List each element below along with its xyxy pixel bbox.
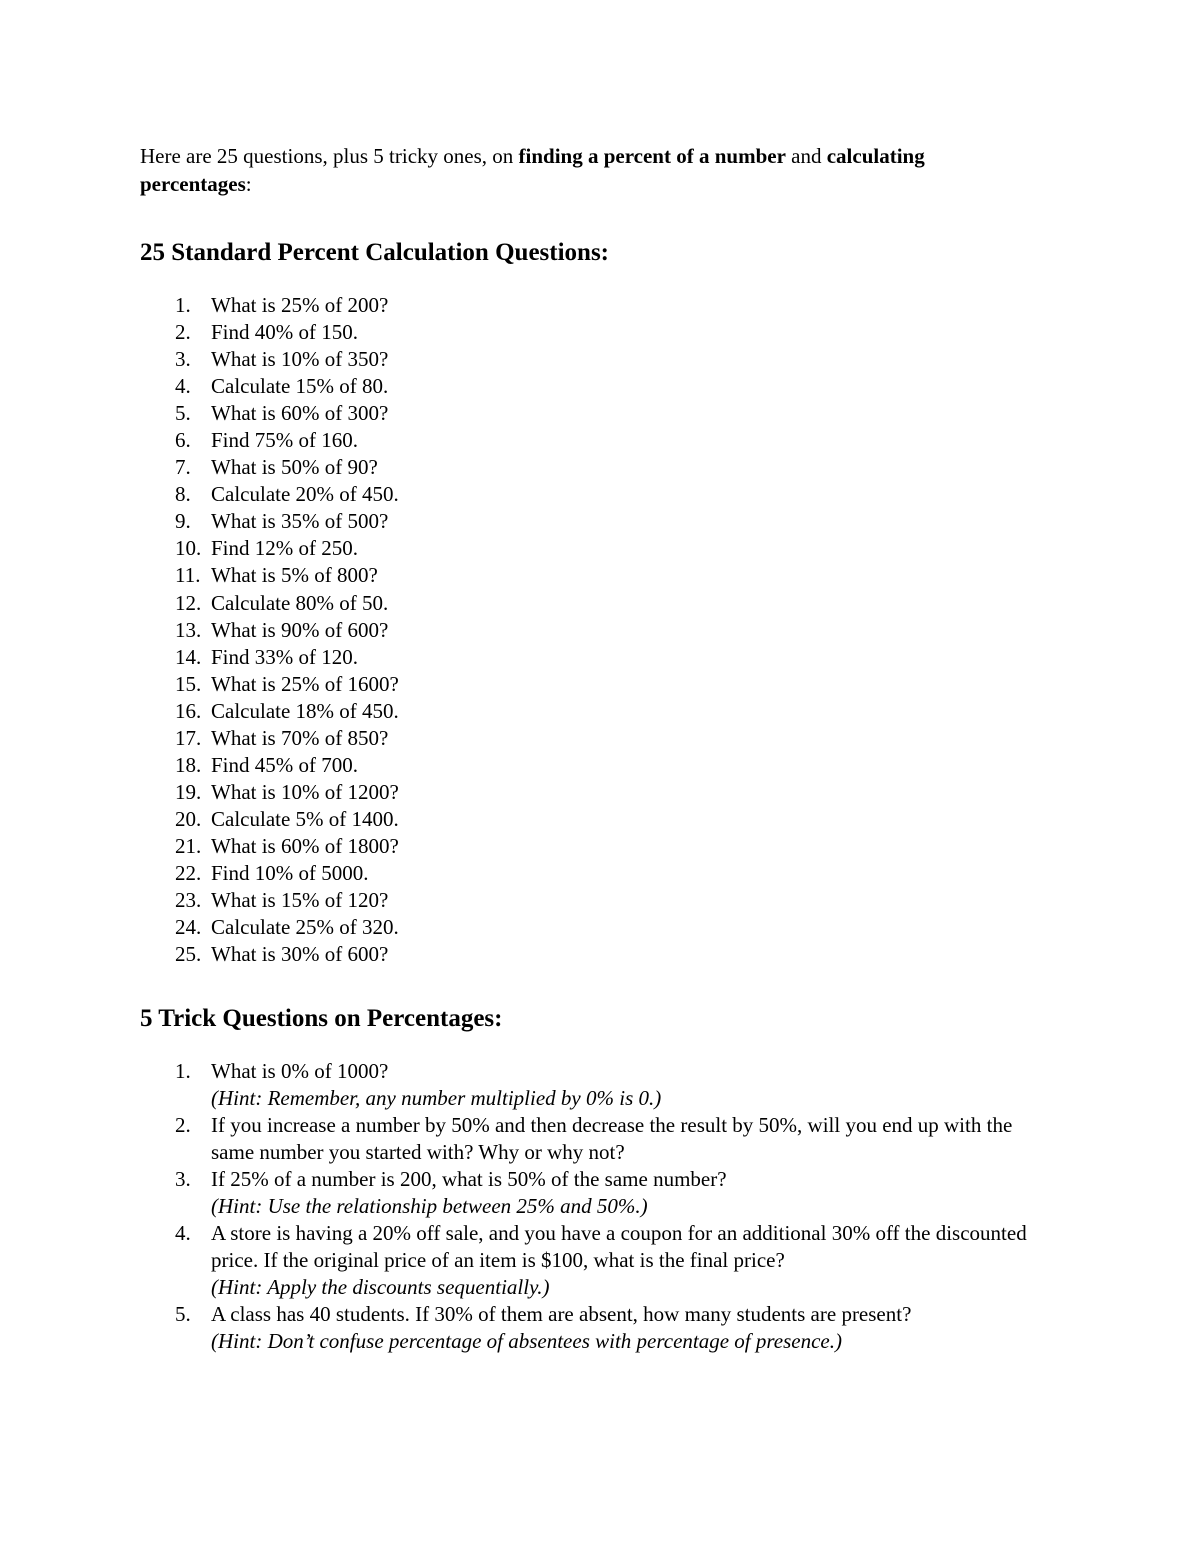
question-text: Find 75% of 160. (211, 428, 358, 453)
question-number: 21. (175, 833, 202, 858)
intro-bold-phrase: calculating percentages (140, 144, 925, 196)
question-text: What is 0% of 1000? (211, 1059, 389, 1084)
standard-question-item (140, 779, 1040, 806)
standard-question-item (140, 617, 1040, 644)
question-number: 2. (175, 320, 191, 345)
standard-question-item (140, 752, 1040, 779)
question-text: What is 5% of 800? (211, 563, 378, 588)
question-text: What is 35% of 500? (211, 509, 389, 534)
standard-questions-list (140, 292, 1040, 968)
question-number: 25. (175, 942, 202, 967)
standard-question-item (140, 941, 1040, 968)
question-number: 22. (175, 860, 202, 885)
intro-text: and (785, 144, 827, 168)
question-hint: (Hint: Remember, any number multiplied by 0% is 0.) (211, 1086, 662, 1111)
question-number: 12. (175, 590, 202, 615)
standard-question-item (140, 454, 1040, 481)
question-text: What is 15% of 120? (211, 888, 389, 913)
question-text: What is 25% of 200? (211, 293, 389, 317)
trick-question-item (140, 1220, 1040, 1301)
question-text: A store is having a 20% off sale, and you have a coupon for an additional 30% off the discounted price. If the original price of an item is $100, what is the final price? (211, 1221, 1027, 1273)
question-text: Find 10% of 5000. (211, 860, 369, 885)
standard-question-item (140, 373, 1040, 400)
question-text: Find 45% of 700. (211, 752, 358, 777)
question-text: What is 90% of 600? (211, 617, 389, 642)
trick-questions-list (140, 1058, 1040, 1355)
question-text: Find 33% of 120. (211, 644, 358, 669)
question-number: 20. (175, 806, 202, 831)
question-text: What is 50% of 90? (211, 455, 378, 480)
standard-question-item (140, 887, 1040, 914)
question-text: What is 60% of 300? (211, 401, 389, 426)
question-number: 15. (175, 671, 202, 696)
question-number: 23. (175, 888, 202, 913)
document-page (140, 142, 1040, 1355)
question-number: 1. (175, 1059, 191, 1084)
question-number: 7. (175, 455, 191, 480)
question-number: 18. (175, 752, 202, 777)
question-number: 3. (175, 1167, 191, 1192)
question-text: What is 60% of 1800? (211, 833, 399, 858)
intro-text: : (245, 172, 252, 196)
question-text: What is 10% of 1200? (211, 779, 399, 804)
standard-question-item (140, 562, 1040, 589)
question-text: Calculate 5% of 1400. (211, 806, 399, 831)
standard-question-item (140, 292, 1040, 319)
standard-question-item (140, 698, 1040, 725)
trick-question-item (140, 1112, 1040, 1166)
question-text: What is 30% of 600? (211, 942, 389, 967)
question-text: Find 12% of 250. (211, 536, 358, 561)
intro-paragraph (140, 142, 1040, 198)
question-number: 9. (175, 509, 191, 534)
trick-question-item (140, 1301, 1040, 1355)
question-hint: (Hint: Don’t confuse percentage of absentees with percentage of presence.) (211, 1329, 842, 1354)
question-number: 24. (175, 915, 202, 940)
question-number: 16. (175, 698, 202, 723)
question-number: 3. (175, 347, 191, 372)
trick-question-item (140, 1058, 1040, 1112)
question-number: 11. (175, 563, 201, 588)
standard-question-item (140, 914, 1040, 941)
question-text: If you increase a number by 50% and then decrease the result by 50%, will you end up with the same number you started with? Why or why not? (211, 1113, 1013, 1165)
standard-question-item (140, 725, 1040, 752)
question-number: 4. (175, 374, 191, 399)
standard-question-item (140, 833, 1040, 860)
question-number: 14. (175, 644, 202, 669)
question-number: 6. (175, 428, 191, 453)
question-text: Calculate 15% of 80. (211, 374, 389, 399)
question-text: What is 25% of 1600? (211, 671, 399, 696)
question-number: 13. (175, 617, 202, 642)
question-text: What is 10% of 350? (211, 347, 389, 372)
question-number: 8. (175, 482, 191, 507)
standard-question-item (140, 400, 1040, 427)
standard-question-item (140, 508, 1040, 535)
standard-question-item (140, 346, 1040, 373)
question-hint: (Hint: Use the relationship between 25% and 50%.) (211, 1194, 648, 1219)
question-text: A class has 40 students. If 30% of them are absent, how many students are present? (211, 1302, 912, 1327)
standard-questions-heading: 25 Standard Percent Calculation Questions: (140, 239, 609, 266)
intro-bold-phrase: finding a percent of a number (518, 144, 786, 168)
question-text: Calculate 80% of 50. (211, 590, 389, 615)
question-number: 1. (175, 293, 191, 317)
question-text: What is 70% of 850? (211, 725, 389, 750)
question-text: Find 40% of 150. (211, 320, 358, 345)
question-number: 17. (175, 725, 202, 750)
question-text: Calculate 20% of 450. (211, 482, 399, 507)
question-text: Calculate 18% of 450. (211, 698, 399, 723)
question-number: 10. (175, 536, 202, 561)
standard-question-item (140, 806, 1040, 833)
standard-question-item (140, 427, 1040, 454)
question-number: 19. (175, 779, 202, 804)
question-number: 4. (175, 1221, 191, 1246)
trick-questions-heading: 5 Trick Questions on Percentages: (140, 1005, 503, 1033)
question-number: 2. (175, 1113, 191, 1138)
question-number: 5. (175, 401, 191, 426)
question-number: 5. (175, 1302, 191, 1327)
intro-text: Here are 25 questions, plus 5 tricky ones, on (140, 144, 519, 168)
standard-question-item (140, 860, 1040, 887)
question-text: If 25% of a number is 200, what is 50% of the same number? (211, 1167, 727, 1192)
standard-question-item (140, 644, 1040, 671)
standard-question-item (140, 671, 1040, 698)
question-hint: (Hint: Apply the discounts sequentially.) (211, 1275, 550, 1300)
standard-question-item (140, 590, 1040, 617)
standard-question-item (140, 535, 1040, 562)
standard-question-item (140, 481, 1040, 508)
standard-question-item (140, 319, 1040, 346)
question-text: Calculate 25% of 320. (211, 915, 399, 940)
trick-question-item (140, 1166, 1040, 1220)
